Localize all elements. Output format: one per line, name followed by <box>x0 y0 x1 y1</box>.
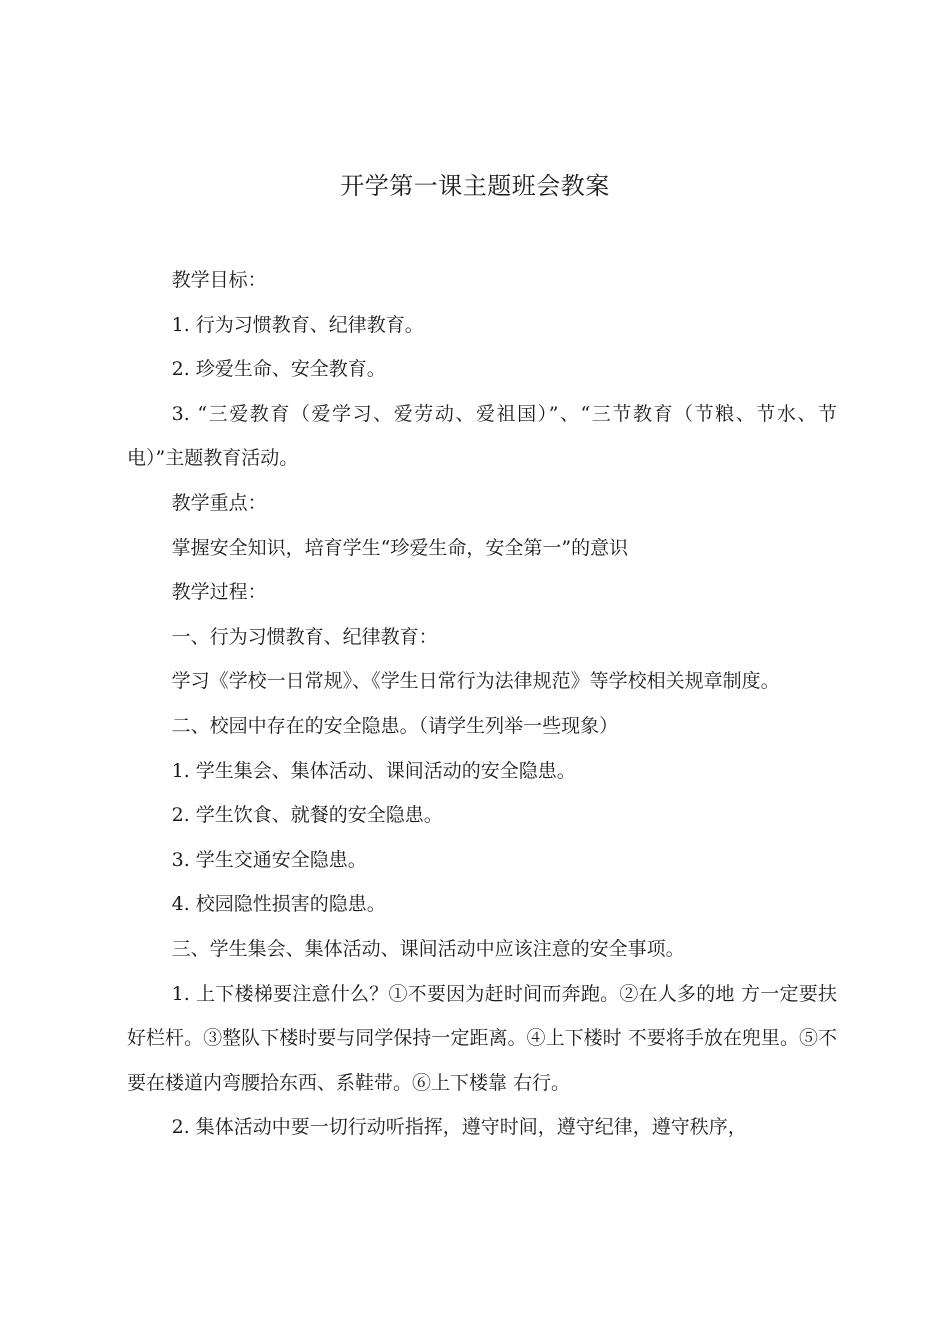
paragraph-objective-1: 1. 行为习惯教育、纪律教育。 <box>171 313 424 336</box>
paragraph-key-points: 掌握安全知识，培育学生“珍爱生命，安全第一”的意识 <box>171 536 629 559</box>
document-title: 开学第一课主题班会教案 <box>340 172 610 200</box>
paragraph-key-points-heading: 教学重点： <box>171 491 267 514</box>
paragraph-objective-2: 2. 珍爱生命、安全教育。 <box>171 358 386 381</box>
paragraph-objective-3: 3. “三爱教育（爱学习、爱劳动、爱祖国）”、“三节教育（节粮、节水、节电）”主题教育活动。 <box>127 402 837 470</box>
paragraph-hazard-4: 4. 校园隐性损害的隐患。 <box>171 893 386 916</box>
paragraph-group-activity: 2. 集体活动中要一切行动听指挥，遵守时间，遵守纪律，遵守秩序， <box>171 1116 747 1139</box>
paragraph-section-1-body: 学习《学校一日常规》、《学生日常行为法律规范》等学校相关规章制度。 <box>171 670 780 693</box>
paragraph-section-1-heading: 一、行为习惯教育、纪律教育： <box>171 625 438 648</box>
paragraph-hazard-2: 2. 学生饮食、就餐的安全隐患。 <box>171 804 443 827</box>
paragraph-hazard-1: 1. 学生集会、集体活动、课间活动的安全隐患。 <box>171 759 576 782</box>
document-body <box>127 258 837 1150</box>
paragraph-hazard-3: 3. 学生交通安全隐患。 <box>171 848 367 871</box>
paragraph-process-heading: 教学过程： <box>171 581 267 604</box>
paragraph-objectives-heading: 教学目标： <box>171 269 267 291</box>
paragraph-section-3-heading: 三、学生集会、集体活动、课间活动中应该注意的安全事项。 <box>171 937 685 960</box>
paragraph-stairs-safety: 1. 上下楼梯要注意什么？①不要因为赶时间而奔跑。②在人多的地 方一定要扶好栏杆。③整队下楼时要与同学保持一定距离。④上下楼时 不要将手放在兜里。⑤不要在楼道内弯腰拾东西、系鞋带。⑥上下楼靠 右行。 <box>127 982 837 1094</box>
paragraph-section-2-heading: 二、校园中存在的安全隐患。（请学生列举一些现象） <box>171 714 619 737</box>
